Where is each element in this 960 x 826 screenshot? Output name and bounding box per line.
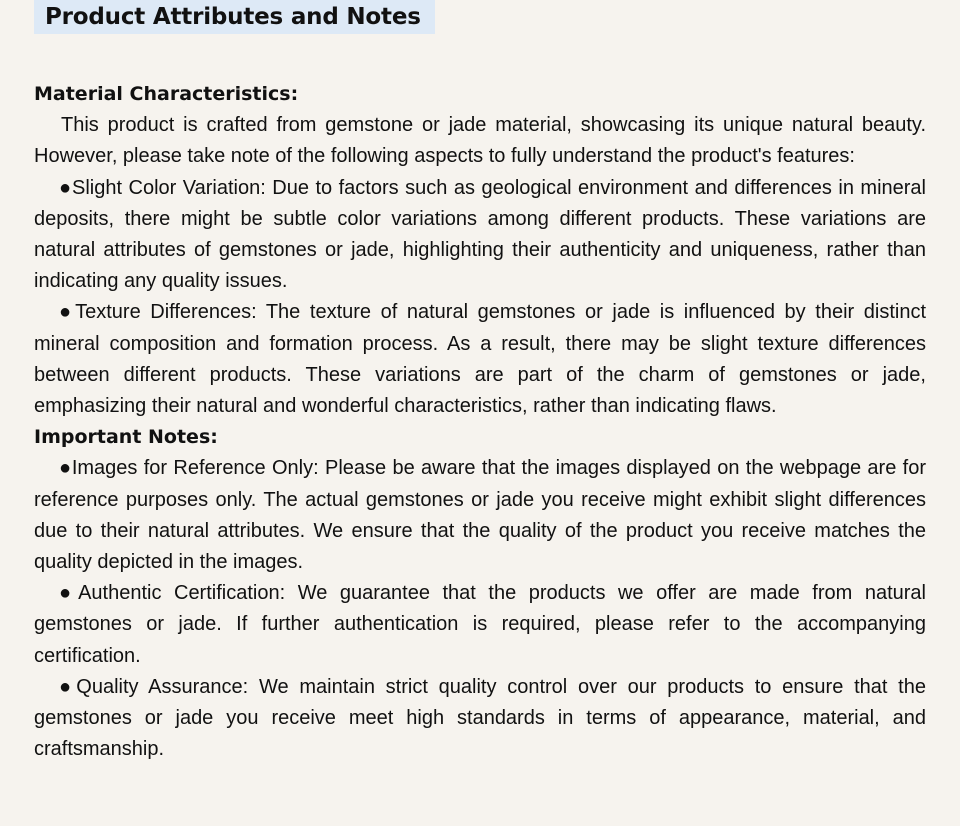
notes-bullet-images: ●Images for Reference Only: Please be aware that the images displayed on the webpage are for reference purposes only. The actual gemstones or jade you receive might exhibit slight differences due to their natural attributes. We ensure that the quality of the product you receive matches the quality depicted in the images.	[34, 457, 926, 574]
page-title: Product Attributes and Notes	[45, 4, 421, 30]
material-bullet-texture: ●Texture Differences: The texture of natural gemstones or jade is influenced by their distinct mineral composition and formation process. As a result, there may be slight texture differences between different products. These variations are part of the charm of gemstones or jade, emphasizing their natural and wonderful characteristics, rather than indicating flaws.	[34, 301, 926, 418]
title-banner	[34, 0, 435, 34]
material-heading: Material Characteristics:	[34, 83, 299, 105]
material-bullet-color: ●Slight Color Variation: Due to factors such as geological environment and differences in mineral deposits, there might be subtle color variations among different products. These variations are natural attributes of gemstones or jade, highlighting their authenticity and uniqueness, rather than indicating any quality issues.	[34, 176, 926, 293]
notes-bullet-quality: ●Quality Assurance: We maintain strict quality control over our products to ensure that the gemstones or jade you receive meet high standards in terms of appearance, material, and craftsmanship.	[34, 675, 926, 761]
material-intro: This product is crafted from gemstone or jade material, showcasing its unique natural beauty. However, please take note of the following aspects to fully understand the product's features:	[34, 114, 926, 168]
notes-heading: Important Notes:	[34, 426, 218, 449]
content-body	[34, 79, 926, 765]
notes-bullet-certification: ●Authentic Certification: We guarantee that the products we offer are made from natural gemstones or jade. If further authentication is required, please refer to the accompanying certification.	[34, 582, 926, 667]
